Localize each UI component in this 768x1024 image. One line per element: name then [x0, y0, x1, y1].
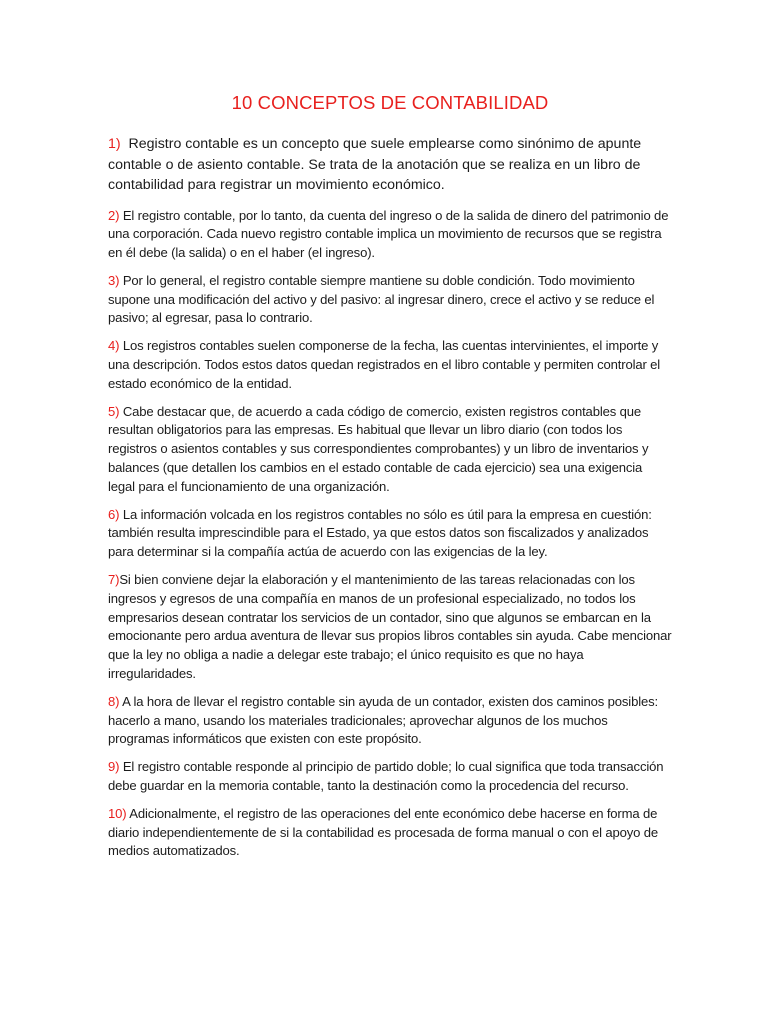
- concept-item-5: [108, 403, 672, 497]
- item-number: 3): [108, 272, 120, 288]
- item-text: Si bien conviene dejar la elaboración y el mantenimiento de las tareas relacionadas con los ingresos y egresos de una compañía en manos de un profesional especializado, no todos los empresarios desean contratar los servicios de un contador, sino que algunos se embarcan en la emocionante pero ardua aventura de llevar sus propios libros contables sin ayuda. Cabe mencionar que la ley no obliga a nadie a delegar este trabajo; el único requisito es que no haya irregularidades.: [108, 572, 672, 682]
- item-number: 2): [108, 207, 120, 223]
- document-title: 10 CONCEPTOS DE CONTABILIDAD: [231, 92, 549, 113]
- concept-item-8: [108, 693, 672, 749]
- item-number: 9): [108, 759, 120, 775]
- item-number: 8): [108, 693, 120, 709]
- concept-item-4: [108, 337, 672, 393]
- item-text: Adicionalmente, el registro de las operaciones del ente económico debe hacerse en forma de diario independientemente de si la contabilidad es procesada de forma manual o con el apoyo de medios automatizados.: [108, 805, 659, 859]
- concept-item-7: [108, 571, 672, 684]
- item-number: 1): [108, 136, 121, 152]
- item-text: A la hora de llevar el registro contable sin ayuda de un contador, existen dos caminos posibles: hacerlo a mano, usando los materiales tradicionales; aprovechar algunos de los muchos programas informáticos que existen con este propósito.: [108, 693, 658, 747]
- concept-item-6: [108, 506, 672, 562]
- item-text: El registro contable, por lo tanto, da cuenta del ingreso o de la salida de dinero del patrimonio de una corporación. Cada nuevo registro contable implica un movimiento de recursos que se registra en él debe (la salida) o en el haber (el ingreso).: [108, 207, 669, 261]
- concept-item-1: [108, 134, 672, 196]
- concept-item-3: [108, 272, 672, 328]
- item-number: 6): [108, 506, 120, 522]
- item-number: 7): [108, 572, 120, 588]
- concept-item-9: [108, 758, 672, 796]
- concept-item-10: [108, 805, 672, 861]
- item-number: 4): [108, 338, 120, 354]
- item-text: Registro contable es un concepto que suele emplearse como sinónimo de apunte contable o de asiento contable. Se trata de la anotación que se realiza en un libro de contabilidad para registrar un movimiento económico.: [108, 136, 642, 193]
- item-text: Los registros contables suelen componerse de la fecha, las cuentas intervinientes, el importe y una descripción. Todos estos datos quedan registrados en el libro contable y permiten controlar el estado económico de la entidad.: [108, 338, 661, 391]
- item-text: Por lo general, el registro contable siempre mantiene su doble condición. Todo movimiento supone una modificación del activo y del pasivo: al ingresar dinero, crece el activo y se reduce el pasivo; al egresar, pasa lo contrario.: [108, 272, 655, 326]
- item-number: 5): [108, 403, 120, 419]
- item-number: 10): [108, 805, 127, 821]
- item-text: El registro contable responde al principio de partido doble; lo cual significa que toda transacción debe guardar en la memoria contable, tanto la destinación como la procedencia del recurso.: [108, 759, 664, 794]
- concept-item-2: [108, 207, 672, 263]
- item-text: La información volcada en los registros contables no sólo es útil para la empresa en cuestión: también resulta imprescindible para el Estado, ya que estos datos son fiscalizados y analizados para determinar si la compañía actúa de acuerdo con las exigencias de la ley.: [108, 506, 652, 560]
- item-text: Cabe destacar que, de acuerdo a cada código de comercio, existen registros contables que resultan obligatorios para las empresas. Es habitual que llevar un libro diario (con todos los registros o asientos contables y sus correspondientes comprobantes) y un libro de inventarios y balances (que detallen los cambios en el estado contable de cada ejercicio) sea una exigencia legal para el funcionamiento de una organización.: [108, 403, 649, 494]
